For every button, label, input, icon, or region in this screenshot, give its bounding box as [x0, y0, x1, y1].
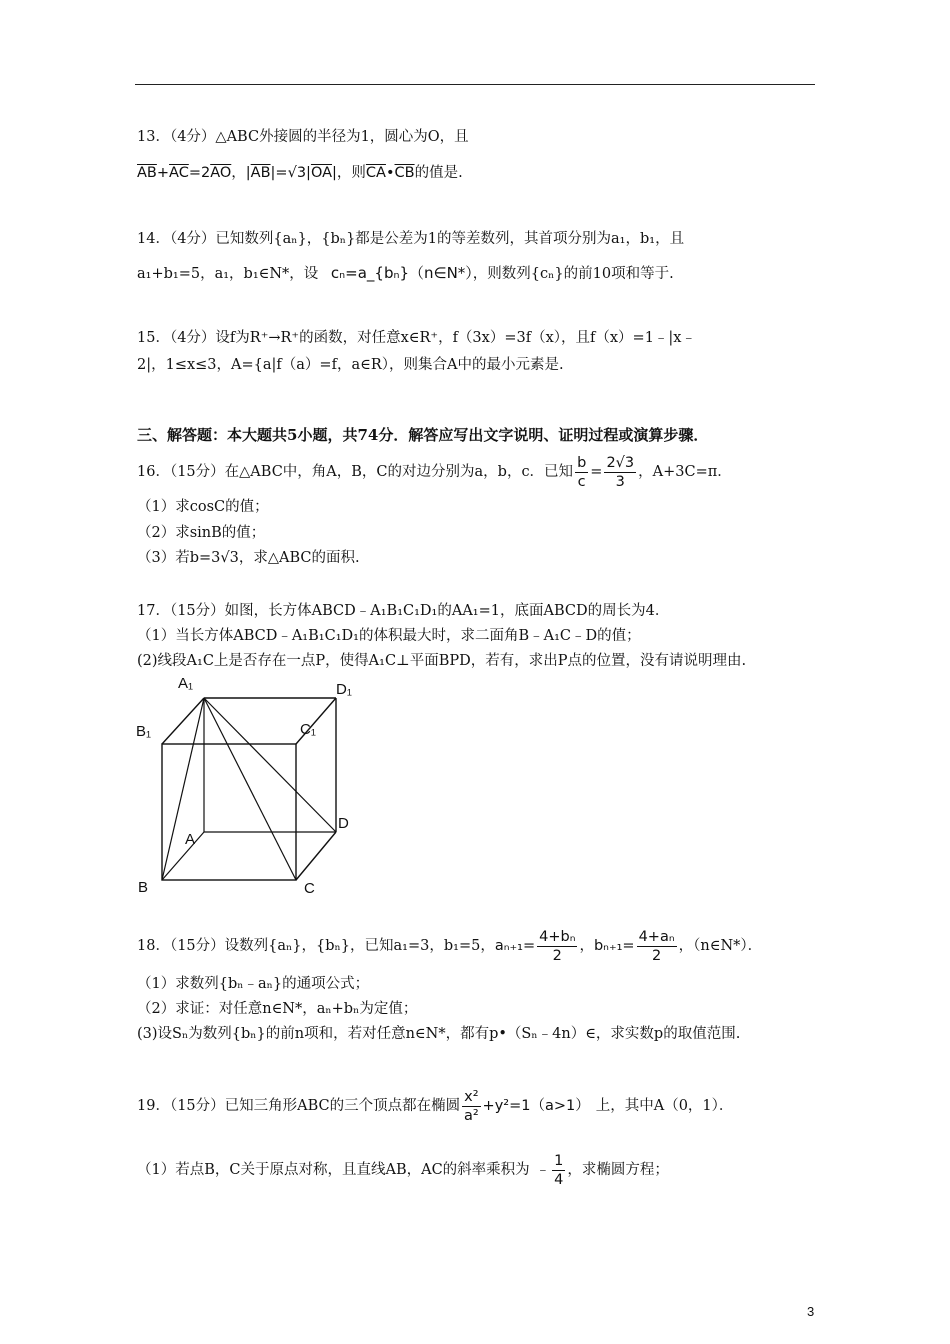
edge-b1a1 — [162, 698, 204, 744]
q17-part1: （1）当长方体ABCD﹣A₁B₁C₁D₁的体积最大时，求二面角B﹣A₁C﹣D的值； — [137, 628, 641, 644]
q19-part1a: （1）若点B，C关于原点对称，且直线AB，AC的斜率乘积为 — [137, 1162, 530, 1178]
q15-line1: 15．（4分）设f为R⁺→R⁺的函数，对任意x∈R⁺，f（3x）=3f（x），且f（x）=1﹣|x﹣ — [137, 330, 696, 346]
q18-line1b: ，（n∈N*）． — [678, 938, 763, 954]
q19-ellipse-rest: +y²=1（a>1） — [482, 1098, 590, 1114]
q19-part1b: ，求椭圆方程； — [567, 1162, 669, 1178]
vector-ac: $\overline{AC}$ — [169, 165, 189, 181]
section-heading: 三、解答题：本大题共5小题，共74分．解答应写出文字说明、证明过程或演算步骤． — [137, 426, 709, 444]
fraction-b-over-c: $\frac{b}{c}$ — [577, 454, 587, 490]
q13-line2 — [137, 163, 463, 183]
q16-part3: （3）若b=3√3，求△ABC的面积. — [137, 550, 360, 566]
vector-ca: $\overline{CA}$ — [365, 165, 386, 181]
label-b1: B₁ — [136, 723, 152, 740]
edge-ba — [162, 832, 204, 880]
q18-fraction-1: $\frac{\text{4+bₙ}}{2}$ — [539, 928, 576, 964]
vector-ab-abs: $\overline{AB}$ — [250, 165, 271, 181]
label-a1: A₁ — [178, 675, 194, 692]
q14-line2a: a₁+b₁=5，a₁，b₁∈N*，设 — [137, 266, 319, 282]
q19-line1a: 19．（15分）已知三角形ABC的三个顶点都在椭圆 — [137, 1098, 461, 1114]
cuboid-figure — [130, 670, 370, 900]
dot-product: • — [385, 165, 395, 181]
top-rule — [135, 84, 815, 85]
vector-oa: $\overline{OA}$ — [310, 165, 333, 181]
equals-two: =2 — [188, 165, 211, 181]
q16-line1 — [137, 452, 732, 492]
page-number: 3 — [807, 1304, 815, 1319]
label-c1: C₁ — [300, 721, 316, 738]
vector-ao: $\overline{AO}$ — [210, 165, 232, 181]
q14-line1: 14．（4分）已知数列{aₙ}，{bₙ}都是公差为1的等差数列，其首项分别为a₁，b₁，且 — [137, 231, 685, 247]
q14-formula: cₙ=a_{bₙ}（n∈N*） — [330, 264, 473, 282]
q16-part1: （1）求cosC的值； — [137, 499, 269, 515]
q18-line1a: 18．（15分）设数列{aₙ}，{bₙ}，已知a₁=3，b₁=5， — [137, 938, 495, 954]
label-d: D — [338, 815, 349, 832]
q18-comma: ， — [579, 938, 594, 954]
q19-line1b: 上，其中A（0，1）． — [595, 1098, 734, 1114]
q19-fraction: $\frac{\text{x²}}{\text{a²}}$ — [463, 1088, 479, 1124]
q18-part2: （2）求证：对任意n∈N*，aₙ+bₙ为定值； — [137, 1001, 418, 1017]
q16-part2: （2）求sinB的值； — [137, 525, 266, 541]
q18-part1: （1）求数列{bₙ﹣aₙ}的通项公式； — [137, 976, 370, 992]
vector-cb: $\overline{CB}$ — [394, 165, 415, 181]
q19-line1 — [137, 1086, 733, 1126]
q14-line2b: ，则数列{cₙ}的前10项和等于. — [472, 266, 674, 282]
q18-part3: (3)设Sₙ为数列{bₙ}的前n项和，若对任意n∈N*，都有p•（Sₙ﹣4n）∈，求实数p的取值范围. — [137, 1026, 741, 1042]
q18-f1-lhs: aₙ₊₁= — [494, 938, 536, 954]
line-a1b — [162, 698, 204, 880]
line-a1c — [204, 698, 296, 880]
front-face — [162, 744, 296, 880]
fraction-2sqrt3-over-3: $\frac{2√3}{3}$ — [606, 454, 635, 490]
q13-end: 的值是. — [414, 165, 463, 181]
edge-cd — [296, 832, 336, 880]
q16-line1b: ，A+3C=π． — [638, 464, 732, 480]
equals-sqrt3: |=√3| — [270, 165, 311, 181]
label-b: B — [138, 879, 149, 896]
q19-part1 — [137, 1150, 669, 1190]
plus-sign: + — [156, 165, 170, 181]
q13-line1: 13．（4分）△ABC外接圆的半径为1，圆心为O，且 — [137, 129, 469, 145]
q19-fraction-quarter: $\frac{1}{4}$ — [554, 1152, 564, 1188]
q17-line1: 17．（15分）如图，长方体ABCD﹣A₁B₁C₁D₁的AA₁=1，底面ABCD的周长为4． — [137, 603, 670, 619]
line-a1d — [204, 698, 336, 832]
q19-minus: ﹣ — [535, 1162, 551, 1178]
vector-ab: $\overline{AB}$ — [137, 165, 157, 181]
label-a: A — [185, 831, 196, 848]
label-c: C — [304, 880, 315, 897]
q17-part2: (2)线段A₁C上是否存在一点P，使得A₁C⊥平面BPD，若有，求出P点的位置，没有请说明理由. — [137, 653, 747, 669]
q16-line1a: 16．（15分）在△ABC中，角A，B，C的对边分别为a，b，c．已知 — [137, 464, 574, 480]
label-d1: D₁ — [336, 681, 352, 698]
q14-line2 — [137, 263, 674, 284]
separator: ，| — [231, 165, 251, 181]
then-text: |，则 — [332, 165, 366, 181]
q16-equals: = — [590, 464, 603, 480]
q18-fraction-2: $\frac{\text{4+aₙ}}{2}$ — [638, 928, 675, 964]
q15-line2: 2|，1≤x≤3，A={a|f（a）=f，a∈R），则集合A中的最小元素是. — [137, 357, 564, 373]
q18-line1 — [137, 926, 762, 966]
q18-f2-lhs: bₙ₊₁= — [593, 938, 635, 954]
